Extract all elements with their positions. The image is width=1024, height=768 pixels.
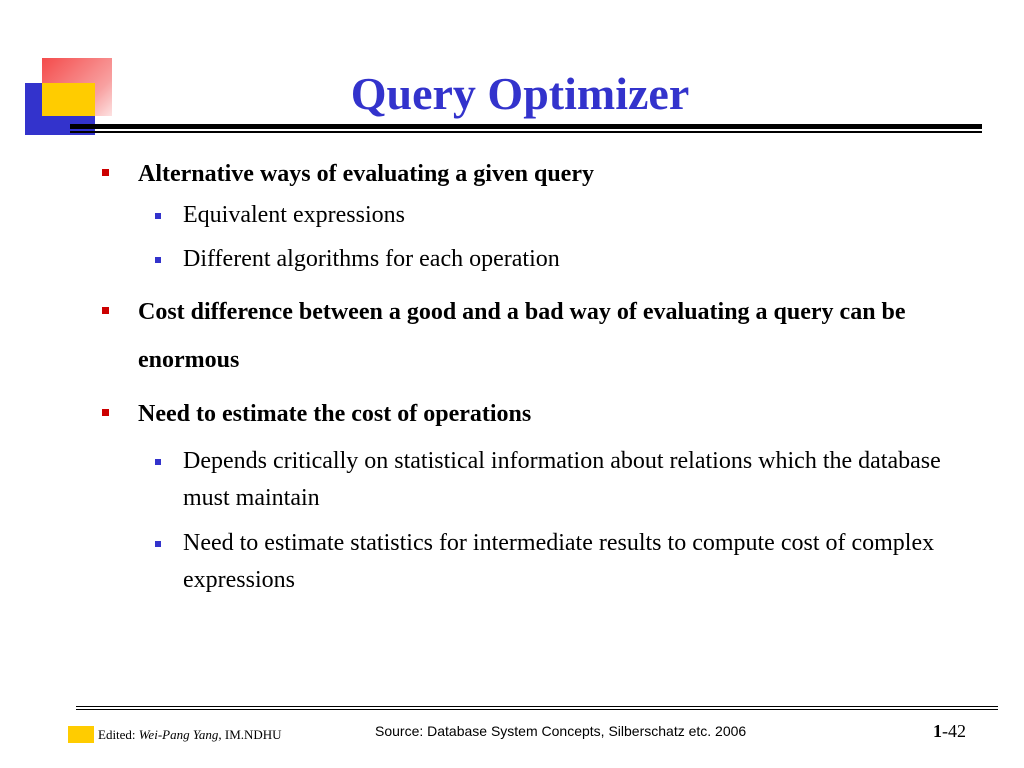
footer-source: Source: Database System Concepts, Silberschatz etc. 2006 [375, 723, 747, 739]
footer-page-number [933, 721, 966, 742]
footer-divider [76, 706, 998, 707]
title-divider-thin [70, 131, 982, 133]
bullet-alternative-ways: Alternative ways of evaluating a given query [138, 150, 978, 198]
footer-chapter: 1 [933, 721, 942, 741]
footer-author: Wei-Pang Yang, [138, 727, 222, 742]
bullet-estimate-cost: Need to estimate the cost of operations [138, 390, 978, 438]
sub-bullet-intermediate-results: Need to estimate statistics for intermediate results to compute cost of complex expressions [183, 525, 983, 599]
sub-bullet-equivalent-expressions: Equivalent expressions [183, 197, 983, 234]
footer-divider-thin [76, 709, 998, 710]
footer-page: -42 [942, 721, 966, 741]
footer-affiliation: IM.NDHU [224, 727, 282, 742]
sub-bullet-different-algorithms: Different algorithms for each operation [183, 241, 983, 278]
title-divider [70, 124, 982, 129]
footer-editor [98, 727, 282, 743]
bullet-cost-difference: Cost difference between a good and a bad way of evaluating a query can be enormous [138, 288, 978, 384]
sub-bullet-statistical-information: Depends critically on statistical information about relations which the database must maintain [183, 443, 983, 517]
footer-edited-label: Edited: [98, 727, 136, 742]
slide-title: Query Optimizer [350, 68, 690, 119]
footer-yellow-box [68, 726, 94, 743]
